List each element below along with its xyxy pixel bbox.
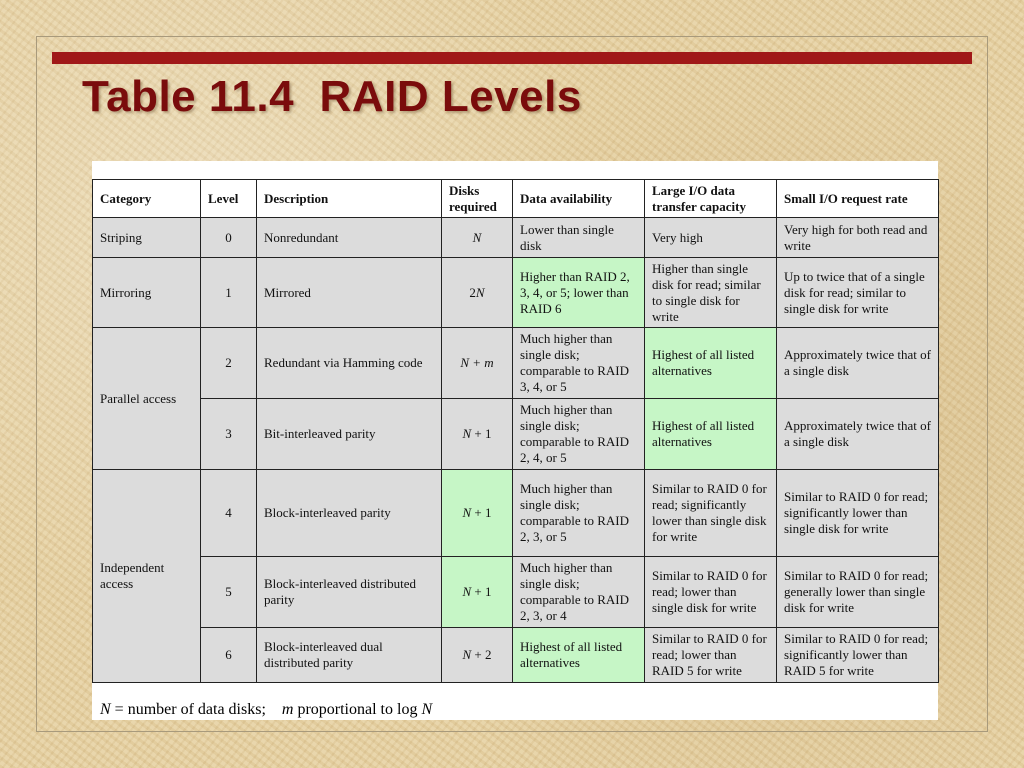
large-io-cell: Highest of all listed alternatives [645,399,777,470]
large-io-cell: Similar to RAID 0 for read; lower than single disk for write [645,557,777,628]
availability-cell: Much higher than single disk; comparable to RAID 2, 3, or 4 [513,557,645,628]
disks-prefix: 2 [469,284,476,300]
table-row [93,470,939,557]
disks-var: N [460,355,469,370]
table-row [93,399,939,470]
header-disks-required [442,180,513,218]
disks-suffix: + m [469,355,494,370]
slide-title: Table 11.4 RAID Levels [82,72,582,121]
header-large-io-line1: Large I/O data [652,182,736,198]
disks-cell [442,399,513,470]
level-cell: 1 [201,258,257,328]
table-row [93,328,939,399]
disks-suffix: + 2 [471,647,492,662]
disks-cell [442,258,513,328]
footnote-m-var: m [281,701,294,718]
title-accent-bar [52,52,972,64]
table-row [93,258,939,328]
availability-cell: Much higher than single disk; comparable to RAID 2, 4, or 5 [513,399,645,470]
level-cell: 5 [201,557,257,628]
small-io-cell: Similar to RAID 0 for read; significantly lower than single disk for write [777,470,939,557]
table-row [93,218,939,258]
small-io-cell: Similar to RAID 0 for read; significantly lower than RAID 5 for write [777,628,939,683]
disks-suffix: + 1 [471,426,492,441]
availability-cell: Higher than RAID 2, 3, 4, or 5; lower than RAID 6 [513,258,645,328]
disks-var: N [462,426,472,441]
disks-cell [442,557,513,628]
header-disks-line1: Disks [449,182,480,198]
disks-var: N [462,584,472,599]
category-cell: Striping [93,218,201,258]
header-level: Level [201,180,257,218]
small-io-cell: Very high for both read and write [777,218,939,258]
disks-var: N [472,229,482,245]
table-header-row [93,180,939,218]
table-panel [92,161,938,720]
header-disks-line2: required [449,198,497,214]
description-cell: Block-interleaved parity [257,470,442,557]
table-footnote [100,701,432,719]
availability-cell: Lower than single disk [513,218,645,258]
disks-cell [442,470,513,557]
disks-cell [442,218,513,258]
header-large-io [645,180,777,218]
large-io-cell: Very high [645,218,777,258]
category-cell: Independent access [93,470,201,683]
description-cell: Bit-interleaved parity [257,399,442,470]
level-cell: 4 [201,470,257,557]
disks-var: N [462,647,472,662]
description-cell: Redundant via Hamming code [257,328,442,399]
disks-suffix: + 1 [471,584,492,599]
small-io-cell: Approximately twice that of a single disk [777,328,939,399]
description-cell: Nonredundant [257,218,442,258]
description-cell: Block-interleaved dual distributed parity [257,628,442,683]
footnote-n-var: N [100,701,111,718]
level-cell: 3 [201,399,257,470]
level-cell: 0 [201,218,257,258]
availability-cell: Highest of all listed alternatives [513,628,645,683]
header-category: Category [93,180,201,218]
disks-cell [442,628,513,683]
header-small-io: Small I/O request rate [777,180,939,218]
small-io-cell: Up to twice that of a single disk for read; similar to single disk for write [777,258,939,328]
category-cell: Parallel access [93,328,201,470]
disks-suffix: + 1 [471,505,492,520]
category-cell: Mirroring [93,258,201,328]
availability-cell: Much higher than single disk; comparable to RAID 2, 3, or 5 [513,470,645,557]
small-io-cell: Similar to RAID 0 for read; generally lower than single disk for write [777,557,939,628]
disks-var: N [475,284,485,300]
large-io-cell: Similar to RAID 0 for read; lower than RAID 5 for write [645,628,777,683]
level-cell: 6 [201,628,257,683]
availability-cell: Much higher than single disk; comparable to RAID 3, 4, or 5 [513,328,645,399]
level-cell: 2 [201,328,257,399]
raid-levels-table [92,179,939,683]
disks-var: N [462,505,472,520]
disks-cell [442,328,513,399]
description-cell: Mirrored [257,258,442,328]
footnote-log-var: N [421,701,433,718]
table-row [93,557,939,628]
large-io-cell: Highest of all listed alternatives [645,328,777,399]
large-io-cell: Similar to RAID 0 for read; significantly lower than single disk for write [645,470,777,557]
footnote-m-text: proportional to log [293,701,422,718]
description-cell: Block-interleaved distributed parity [257,557,442,628]
header-data-availability: Data availability [513,180,645,218]
footnote-n-text: = number of data disks; [110,701,282,718]
header-description: Description [257,180,442,218]
header-large-io-line2: transfer capacity [652,198,746,214]
small-io-cell: Approximately twice that of a single disk [777,399,939,470]
table-row [93,628,939,683]
large-io-cell: Higher than single disk for read; similar to single disk for write [645,258,777,328]
